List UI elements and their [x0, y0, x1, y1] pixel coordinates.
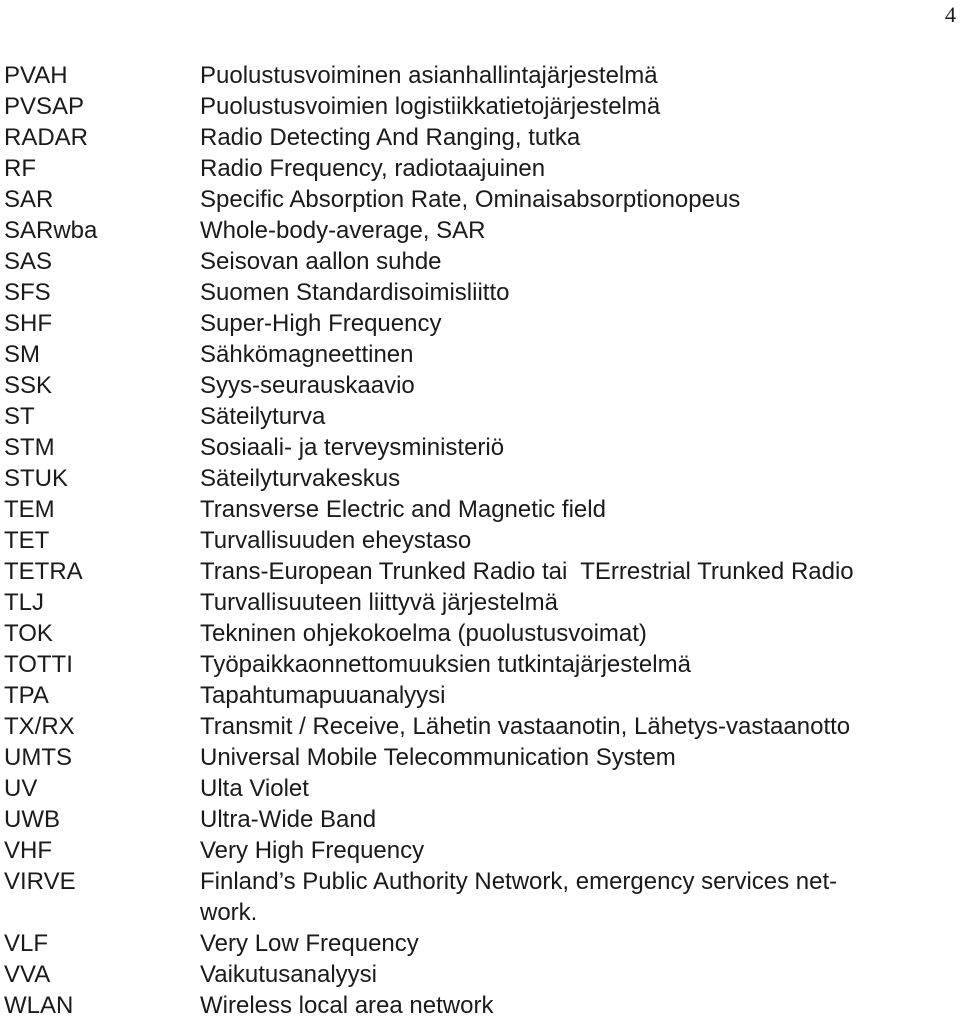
abbreviation-definition: Ultra-Wide Band [200, 806, 377, 833]
abbreviation-term: RF [4, 155, 36, 182]
abbreviation-term: VIRVE [4, 868, 76, 895]
abbreviation-row [4, 618, 956, 649]
abbreviation-row [4, 959, 956, 990]
abbreviation-row [4, 339, 956, 370]
abbreviation-definition: Vaikutusanalyysi [200, 961, 377, 988]
abbreviation-definition: Tapahtumapuuanalyysi [200, 682, 446, 709]
definition-continuation: work. [200, 899, 258, 926]
abbreviation-definition [200, 866, 940, 928]
abbreviation-definition: Seisovan aallon suhde [200, 248, 442, 275]
abbreviation-term: VVA [4, 961, 51, 988]
abbreviation-definition: Transverse Electric and Magnetic field [200, 496, 606, 523]
abbreviation-definition: Specific Absorption Rate, Ominaisabsorptionopeus [200, 186, 741, 213]
abbreviation-row [4, 153, 956, 184]
abbreviation-list [4, 60, 956, 1021]
abbreviation-row [4, 494, 956, 525]
abbreviation-row [4, 804, 956, 835]
abbreviation-row [4, 432, 956, 463]
page-number: 4 [945, 2, 956, 27]
abbreviation-term: STUK [4, 465, 69, 492]
abbreviation-term: UV [4, 775, 38, 802]
abbreviation-definition: Säteilyturvakeskus [200, 465, 401, 492]
abbreviation-row [4, 122, 956, 153]
abbreviation-definition: Työpaikkaonnettomuuksien tutkintajärjestelmä [200, 651, 691, 678]
abbreviation-term: VLF [4, 930, 49, 957]
abbreviation-term: ST [4, 403, 35, 430]
abbreviation-definition: Puolustusvoimien logistiikkatietojärjestelmä [200, 93, 661, 120]
abbreviation-definition: Wireless local area network [200, 992, 494, 1019]
abbreviation-definition: Very Low Frequency [200, 930, 419, 957]
abbreviation-row [4, 184, 956, 215]
abbreviation-term: SAR [4, 186, 54, 213]
abbreviation-row [4, 680, 956, 711]
abbreviation-row [4, 928, 956, 959]
abbreviation-term: TET [4, 527, 50, 554]
abbreviation-definition: Puolustusvoiminen asianhallintajärjestelmä [200, 62, 658, 89]
abbreviation-row [4, 649, 956, 680]
abbreviation-term: TEM [4, 496, 55, 523]
abbreviation-definition: Suomen Standardisoimisliitto [200, 279, 510, 306]
abbreviation-term: STM [4, 434, 55, 461]
abbreviation-definition: Ulta Violet [200, 775, 309, 802]
abbreviation-row [4, 401, 956, 432]
abbreviation-definition: Turvallisuuteen liittyvä järjestelmä [200, 589, 558, 616]
abbreviation-definition: Sähkömagneettinen [200, 341, 414, 368]
abbreviation-row [4, 835, 956, 866]
abbreviation-definition: Trans-European Trunked Radio tai TErrestrial Trunked Radio [200, 558, 854, 585]
abbreviation-term: TOK [4, 620, 53, 647]
abbreviation-row [4, 990, 956, 1021]
abbreviation-definition: Radio Frequency, radiotaajuinen [200, 155, 546, 182]
abbreviation-definition: Turvallisuuden eheystaso [200, 527, 472, 554]
abbreviation-row [4, 711, 956, 742]
abbreviation-row [4, 91, 956, 122]
abbreviation-row [4, 587, 956, 618]
abbreviation-definition: Syys-seurauskaavio [200, 372, 415, 399]
abbreviation-term: SSK [4, 372, 53, 399]
abbreviation-term: TLJ [4, 589, 45, 616]
abbreviation-term: UWB [4, 806, 60, 833]
abbreviation-term: SM [4, 341, 40, 368]
abbreviation-row [4, 866, 956, 928]
abbreviation-row [4, 463, 956, 494]
abbreviation-term: UMTS [4, 744, 72, 771]
abbreviation-row [4, 246, 956, 277]
abbreviation-term: SHF [4, 310, 52, 337]
abbreviation-term: SARwba [4, 217, 98, 244]
abbreviation-row [4, 277, 956, 308]
abbreviation-term: TOTTI [4, 651, 73, 678]
abbreviation-definition: Säteilyturva [200, 403, 326, 430]
abbreviation-row [4, 370, 956, 401]
abbreviation-definition: Radio Detecting And Ranging, tutka [200, 124, 581, 151]
abbreviation-term: TETRA [4, 558, 83, 585]
abbreviation-definition: Sosiaali- ja terveysministeriö [200, 434, 505, 461]
abbreviation-definition: Super-High Frequency [200, 310, 442, 337]
abbreviation-term: SFS [4, 279, 51, 306]
definition-line: Finland’s Public Authority Network, emergency services net- [200, 868, 838, 895]
abbreviation-term: TX/RX [4, 713, 75, 740]
abbreviation-term: RADAR [4, 124, 89, 151]
abbreviation-row [4, 525, 956, 556]
abbreviation-definition: Whole-body-average, SAR [200, 217, 486, 244]
abbreviation-row [4, 60, 956, 91]
abbreviation-definition: Universal Mobile Telecommunication System [200, 744, 676, 771]
abbreviation-definition: Very High Frequency [200, 837, 425, 864]
abbreviation-term: SAS [4, 248, 53, 275]
abbreviation-term: VHF [4, 837, 52, 864]
abbreviation-term: WLAN [4, 992, 74, 1019]
abbreviation-definition: Tekninen ohjekokoelma (puolustusvoimat) [200, 620, 647, 647]
abbreviation-term: TPA [4, 682, 49, 709]
abbreviation-definition: Transmit / Receive, Lähetin vastaanotin, Lähetys-vastaanotto [200, 713, 851, 740]
abbreviation-row [4, 742, 956, 773]
abbreviation-term: PVAH [4, 62, 68, 89]
abbreviation-row [4, 773, 956, 804]
abbreviation-term: PVSAP [4, 93, 85, 120]
abbreviation-row [4, 308, 956, 339]
abbreviation-row [4, 556, 956, 587]
abbreviation-row [4, 215, 956, 246]
